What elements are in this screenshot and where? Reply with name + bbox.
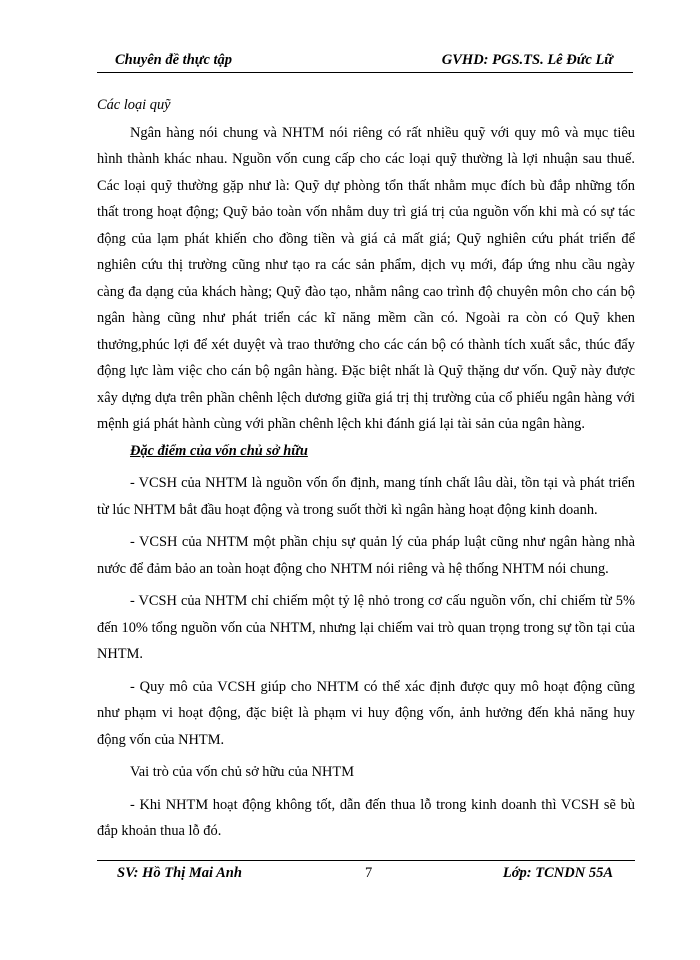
page-footer — [97, 860, 635, 887]
bullet-legal-management: - VCSH của NHTM một phần chịu sự quản lý của pháp luật cũng như ngân hàng nhà nước để đảm bảo an toàn hoạt động cho NHTM nói riêng và hệ thống NHTM nói chung. — [97, 534, 635, 577]
role-title: Vai trò của vốn chủ sở hữu của NHTM — [130, 764, 355, 780]
bullet-stable-capital: - VCSH của NHTM là nguồn vốn ổn định, mang tính chất lâu dài, tồn tại và phát triển từ lúc NHTM bắt đầu hoạt động và trong suốt thời kì ngân hàng hoạt động kinh doanh. — [97, 475, 635, 518]
footer-student: SV: Hồ Thị Mai Anh — [117, 865, 242, 881]
section-title-funds: Các loại quỹ — [97, 97, 171, 113]
bullet-cover-losses: - Khi NHTM hoạt động không tốt, dẫn đến thua lỗ trong kinh doanh thì VCSH sẽ bù đắp khoản thua lỗ đó. — [97, 796, 635, 839]
header-title: Chuyên đề thực tập — [115, 52, 233, 68]
header-supervisor: GVHD: PGS.TS. Lê Đức Lữ — [441, 52, 613, 68]
bullet-small-ratio: - VCSH của NHTM chỉ chiếm một tỷ lệ nhỏ trong cơ cấu nguồn vốn, chỉ chiếm từ 5% đến 10% tổng nguồn vốn của NHTM, nhưng lại chiếm vai trò quan trọng trong sự tồn tại của NHTM. — [97, 593, 635, 662]
bullet-scale: - Quy mô của VCSH giúp cho NHTM có thể xác định được quy mô hoạt động cũng như phạm vi hoạt động, đặc biệt là phạm vi huy động vốn, ảnh hưởng đến khả năng huy động vốn của NHTM. — [97, 678, 635, 748]
page-content — [97, 92, 635, 845]
page-number: 7 — [365, 865, 373, 881]
paragraph-funds: Ngân hàng nói chung và NHTM nói riêng có rất nhiều quỹ với quy mô và mục tiêu hình thành khác nhau. Nguồn vốn cung cấp cho các loại quỹ thường là lợi nhuận sau thuế. Các loại quỹ thường gặp như là: Quỹ dự phòng tổn thất nhằm mục đích bù đắp những tổn thất trong hoạt động; Quỹ bảo toàn vốn nhằm duy trì giá trị của nguồn vốn khi mà có sự tác động của lạm phát khiến cho đồng tiền và giá cả mất giá; Quỹ nghiên cứu phát triển để nghiên cứu thị trường cũng như tạo ra các sản phẩm, dịch vụ mới, đáp ứng nhu cầu ngày càng đa dạng của khách hàng; Quỹ đào tạo, nhằm nâng cao trình độ chuyên môn cho cán bộ ngân hàng cũng như phát triển các kĩ năng mềm cần có. Ngoài ra còn có Quỹ khen thưởng,phúc lợi để xét duyệt và trao thưởng cho các cán bộ có thành tích xuất sắc, thúc đẩy động lực làm việc cho cán bộ ngân hàng. Đặc biệt nhất là Quỹ thặng dư vốn. Quỹ này được xây dựng dựa trên phần chênh lệch dương giữa giá trị thị trường của cổ phiếu ngân hàng với mệnh giá phát hành cùng với phần chênh lệch khi đánh giá lại tài sản của ngân hàng. — [97, 124, 635, 432]
page-header — [97, 50, 633, 73]
footer-class: Lớp: TCNDN 55A — [502, 865, 613, 881]
heading-characteristics: Đặc điểm của vốn chủ sở hữu — [130, 442, 308, 459]
